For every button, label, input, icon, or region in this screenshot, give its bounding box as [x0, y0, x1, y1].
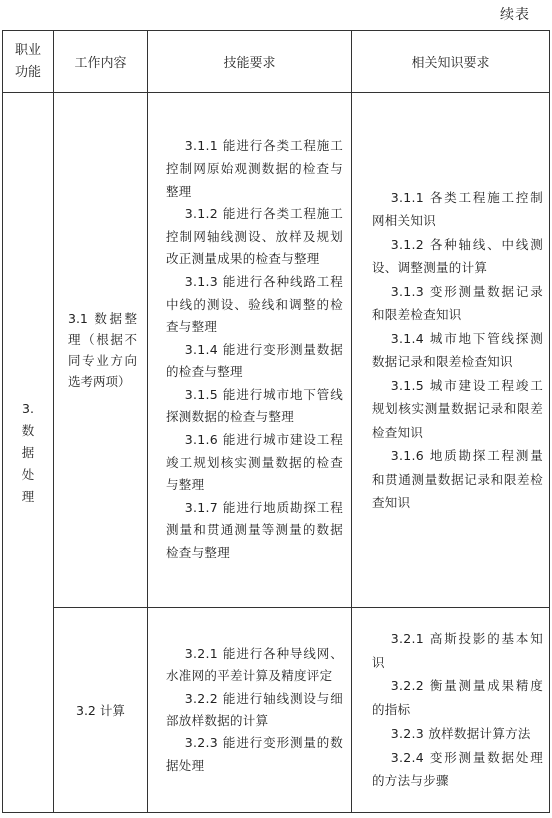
skill-list: [148, 135, 351, 564]
continued-label: 续表: [500, 7, 530, 23]
list-item: 3.2.2 能进行轴线测设与细部放样数据的计算: [166, 690, 343, 728]
function-cell: [3, 93, 54, 813]
list-item: 3.2.2 衡量测量成果精度的指标: [372, 678, 543, 718]
list-item: 3.1.5 能进行城市地下管线探测数据的检查与整理: [166, 386, 343, 425]
function-number: 3.: [22, 400, 34, 416]
header-skill: 技能要求: [148, 31, 352, 93]
list-item: 3.1.7 能进行地质勘探工程测量和贯通测量等测量的数据检查与整理: [166, 499, 343, 561]
table-row: [3, 93, 550, 608]
list-item: 3.1.5 城市建设工程竣工规划核实测量数据记录和限差检查知识: [372, 377, 543, 440]
list-item: 3.2.1 能进行各种导线网、水准网的平差计算及精度评定: [166, 645, 343, 684]
knowledge-list: [352, 186, 549, 515]
list-item: 3.1.3 能进行各种线路工程中线的测设、验线和调整的检查与整理: [166, 273, 343, 335]
function-name: 数据处理: [21, 422, 35, 504]
work-content: 3.1 数据整理（根据不同专业方向选考两项）: [68, 311, 137, 389]
work-cell: [54, 93, 148, 608]
list-item: 3.1.6 地质勘探工程测量和贯通测量数据记录和限差检查知识: [372, 448, 543, 510]
list-item: 3.1.4 城市地下管线探测数据记录和限差检查知识: [372, 330, 543, 369]
skill-list: [148, 643, 351, 777]
work-cell: [54, 608, 148, 813]
header-work-content: 工作内容: [54, 31, 148, 93]
header-function: 职业功能: [3, 31, 54, 93]
list-item: 3.1.2 能进行各类工程施工控制网轴线测设、放样及规划改正测量成果的检查与整理: [166, 206, 343, 267]
header-row: [3, 31, 550, 93]
work-content: 3.2 计算: [76, 702, 125, 718]
list-item: 3.2.3 放样数据计算方法: [390, 725, 531, 741]
requirements-table: [2, 30, 550, 813]
list-item: 3.2.3 能进行变形测量的数据处理: [166, 735, 343, 773]
list-item: 3.1.2 各种轴线、中线测设、调整测量的计算: [372, 236, 543, 275]
knowledge-list: [352, 627, 549, 794]
header-knowledge: 相关知识要求: [352, 31, 550, 93]
knowledge-cell: [352, 608, 550, 813]
list-item: 3.1.6 能进行城市建设工程竣工规划核实测量数据的检查与整理: [166, 432, 343, 493]
list-item: 3.1.4 能进行变形测量数据的检查与整理: [166, 341, 343, 380]
table-row: [3, 608, 550, 813]
list-item: 3.2.4 变形测量数据处理的方法与步骤: [372, 749, 543, 789]
skill-cell: [148, 93, 352, 608]
list-item: 3.2.1 高斯投影的基本知识: [372, 630, 543, 670]
list-item: 3.1.1 各类工程施工控制网相关知识: [372, 189, 543, 228]
list-item: 3.1.3 变形测量数据记录和限差检查知识: [372, 283, 543, 322]
skill-cell: [148, 608, 352, 813]
list-item: 3.1.1 能进行各类工程施工控制网原始观测数据的检查与整理: [166, 138, 343, 199]
knowledge-cell: [352, 93, 550, 608]
